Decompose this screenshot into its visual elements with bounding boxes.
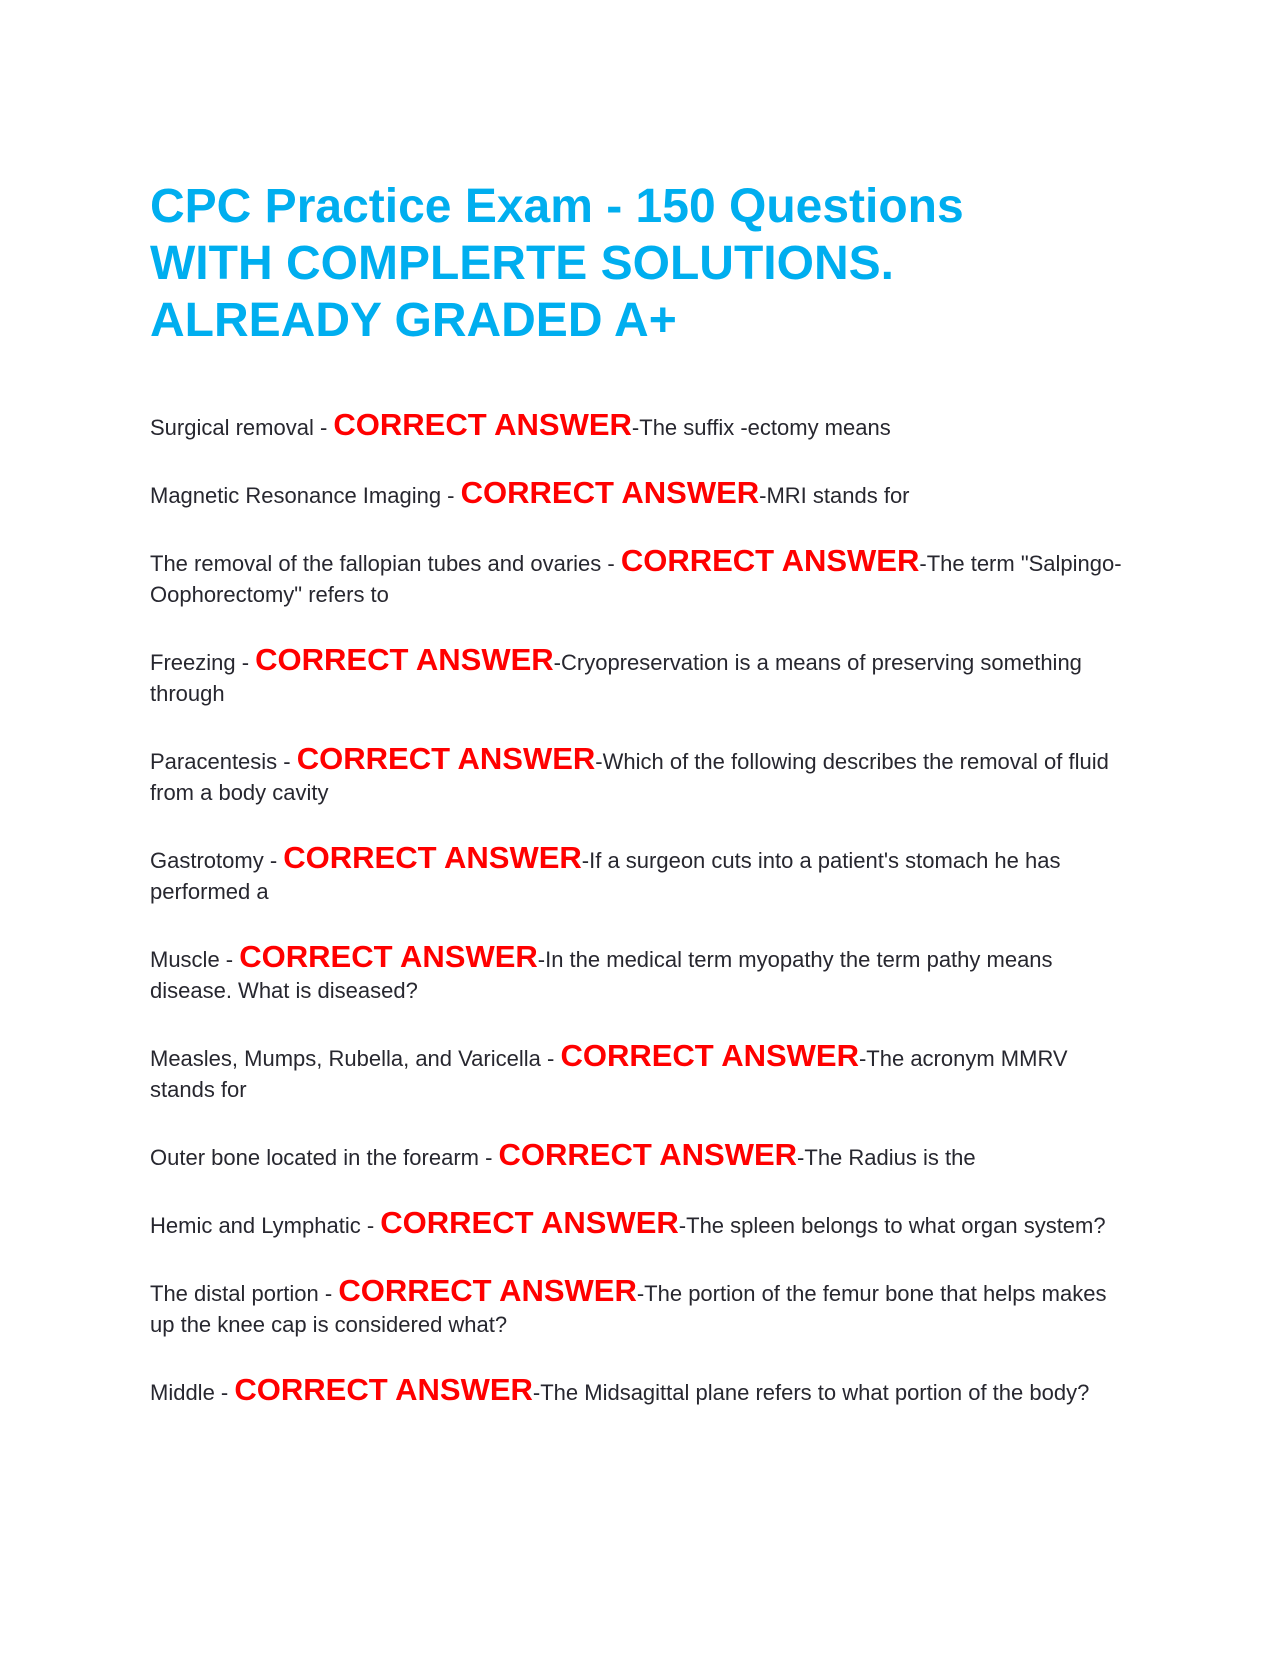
- question-text: MRI stands for: [766, 483, 910, 508]
- separator: -: [636, 1281, 645, 1306]
- qa-item: [150, 409, 1130, 443]
- answer-text: Muscle: [150, 947, 220, 972]
- qa-item: [150, 941, 1130, 1006]
- qa-item: [150, 477, 1130, 511]
- question-text: Cryopreservation is a means of preserving something through: [150, 650, 1082, 706]
- answer-text: Outer bone located in the forearm: [150, 1145, 479, 1170]
- correct-answer-label: CORRECT ANSWER: [239, 939, 538, 974]
- separator: -: [478, 1145, 499, 1170]
- qa-item: [150, 1040, 1130, 1105]
- separator: -: [263, 848, 284, 873]
- qa-item: [150, 1207, 1130, 1241]
- separator: -: [318, 1281, 339, 1306]
- separator: -: [540, 1046, 561, 1071]
- document-title: [150, 178, 1130, 349]
- separator: -: [219, 947, 240, 972]
- answer-text: The removal of the fallopian tubes and ovaries: [150, 551, 602, 576]
- qa-item: [150, 545, 1130, 610]
- separator: -: [553, 650, 561, 675]
- question-text: The spleen belongs to what organ system?: [686, 1213, 1106, 1238]
- title-line: ALREADY GRADED A+: [150, 294, 677, 347]
- question-text: The Midsagittal plane refers to what portion of the body?: [540, 1380, 1090, 1405]
- question-text: Which of the following describes the removal of fluid from a body cavity: [150, 749, 1109, 805]
- separator: -: [214, 1380, 235, 1405]
- separator: -: [235, 650, 256, 675]
- document-page: [150, 178, 1130, 1442]
- separator: -: [532, 1380, 541, 1405]
- correct-answer-label: CORRECT ANSWER: [333, 407, 632, 442]
- separator: -: [797, 1145, 805, 1170]
- qa-item: [150, 1275, 1130, 1340]
- separator: -: [631, 415, 640, 440]
- qa-item: [150, 842, 1130, 907]
- correct-answer-label: CORRECT ANSWER: [234, 1372, 533, 1407]
- question-text: The acronym MMRV stands for: [150, 1046, 1068, 1102]
- question-text: In the medical term myopathy the term pathy means disease. What is diseased?: [150, 947, 1053, 1003]
- answer-text: Surgical removal: [150, 415, 314, 440]
- separator: -: [919, 551, 927, 576]
- separator: -: [313, 415, 334, 440]
- answer-text: Measles, Mumps, Rubella, and Varicella: [150, 1046, 541, 1071]
- correct-answer-label: CORRECT ANSWER: [380, 1205, 679, 1240]
- correct-answer-label: CORRECT ANSWER: [620, 543, 920, 578]
- separator: -: [601, 551, 621, 576]
- correct-answer-label: CORRECT ANSWER: [338, 1273, 637, 1308]
- answer-text: Hemic and Lymphatic: [150, 1213, 361, 1238]
- answer-text: Freezing: [150, 650, 236, 675]
- correct-answer-label: CORRECT ANSWER: [460, 475, 760, 510]
- separator: -: [441, 483, 461, 508]
- answer-text: Gastrotomy: [150, 848, 264, 873]
- answer-text: The distal portion: [150, 1281, 319, 1306]
- answer-text: Middle: [150, 1380, 215, 1405]
- separator: -: [277, 749, 297, 774]
- question-text: If a surgeon cuts into a patient's stomach he has performed a: [150, 848, 1061, 904]
- qa-item: [150, 1139, 1130, 1173]
- qa-item: [150, 644, 1130, 709]
- correct-answer-label: CORRECT ANSWER: [255, 642, 554, 677]
- question-text: The portion of the femur bone that helps makes up the knee cap is considered what?: [150, 1281, 1107, 1337]
- separator: -: [537, 947, 546, 972]
- question-text: The suffix -ectomy means: [639, 415, 891, 440]
- title-line: CPC Practice Exam - 150 Questions: [150, 180, 964, 233]
- qa-item: [150, 743, 1130, 808]
- answer-text: Magnetic Resonance Imaging: [150, 483, 442, 508]
- qa-item: [150, 1374, 1130, 1408]
- separator: -: [595, 749, 603, 774]
- correct-answer-label: CORRECT ANSWER: [560, 1038, 859, 1073]
- question-text: The term "Salpingo-Oophorectomy" refers to: [150, 551, 1122, 607]
- correct-answer-label: CORRECT ANSWER: [498, 1137, 798, 1172]
- correct-answer-label: CORRECT ANSWER: [283, 840, 582, 875]
- separator: -: [858, 1046, 867, 1071]
- separator: -: [581, 848, 590, 873]
- qa-list: [150, 409, 1130, 1408]
- title-line: WITH COMPLERTE SOLUTIONS.: [150, 237, 894, 290]
- correct-answer-label: CORRECT ANSWER: [296, 741, 596, 776]
- separator: -: [360, 1213, 381, 1238]
- separator: -: [759, 483, 767, 508]
- separator: -: [678, 1213, 687, 1238]
- question-text: The Radius is the: [804, 1145, 976, 1170]
- answer-text: Paracentesis: [150, 749, 278, 774]
